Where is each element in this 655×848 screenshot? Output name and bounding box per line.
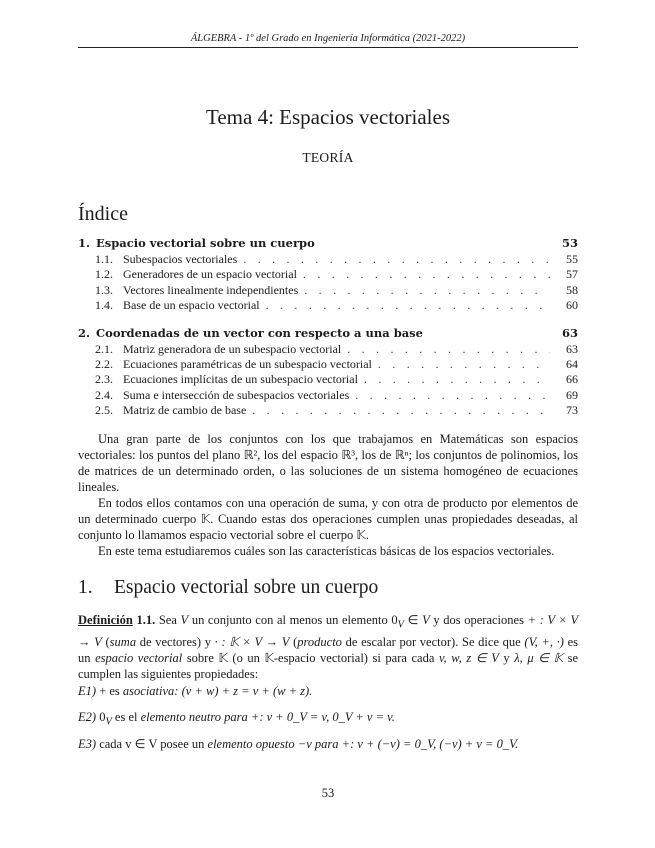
axiom-formula: para +: v + 0_V = v, 0_V + v = v. — [224, 710, 395, 724]
toc-entry[interactable] — [78, 267, 578, 282]
running-header: ÁLGEBRA - 1º del Grado en Ingeniería Informática (2021-2022) — [190, 33, 466, 44]
axiom-label: E2) — [78, 710, 97, 724]
toc-leader-dots — [303, 267, 550, 282]
toc-leader-dots — [355, 388, 550, 403]
axiom-text: 0 — [99, 710, 106, 724]
intro-paragraph: Una gran parte de los conjuntos con los que trabajamos en Matemáticas son espacios vectoriales: los puntos del plano ℝ², los del espacio ℝ³, los de ℝⁿ; los conjuntos de polinomios, los de matrices de un determinado orden, o las soluciones de un sistema homogéneo de ecuaciones lineales. — [78, 432, 578, 494]
definition-block: Definición 1.1. Sea V un conjunto con al menos un elemento $0_V$ ∈ V y dos operaciones + : V × V → V (suma de vectores) y · : 𝕂 × V → V (producto de escalar por vector). Se dice que (V, +, ·) es un espacio vectorial sobre 𝕂 (o un 𝕂-espacio vectorial) si para cada v, w, z ∈ V y λ, μ ∈ 𝕂 se cumplen las siguientes propiedades: — [78, 613, 579, 682]
toc-entry[interactable] — [78, 298, 578, 313]
emphasis: elemento opuesto — [207, 737, 295, 751]
header-rule — [78, 47, 578, 48]
emphasis: producto — [297, 634, 342, 649]
toc-entry[interactable] — [78, 403, 578, 418]
math-operation: + : V × V → V — [78, 613, 579, 649]
toc-leader-dots — [266, 298, 550, 313]
definition-text: Sea — [158, 613, 177, 627]
toc-entry-page: 53 — [561, 236, 578, 250]
toc-entry[interactable] — [78, 342, 578, 357]
toc-entry-title: Base de un espacio vectorial — [123, 298, 260, 313]
emphasis: asociativa — [122, 684, 175, 698]
page-number: 53 — [321, 786, 335, 800]
emphasis: espacio vectorial — [95, 650, 183, 665]
toc-entry-page: 69 — [566, 387, 578, 402]
toc-entry-title: Ecuaciones paramétricas de un subespacio vectorial — [123, 356, 372, 371]
toc-entry-number: 1.2. — [95, 267, 113, 282]
toc-leader-dots — [347, 342, 550, 357]
toc-section-1 — [78, 236, 578, 314]
definition-text: de vectores) y — [139, 634, 211, 649]
document-subtitle: TEORÍA — [302, 150, 354, 165]
axiom-item — [78, 710, 598, 736]
toc-entry-page: 64 — [566, 356, 578, 371]
toc-entry-number: 2.3. — [95, 372, 113, 387]
definition-text: un conjunto con al menos un elemento — [191, 613, 388, 627]
math-zero: 0 — [391, 613, 398, 627]
definition-label: Definición — [78, 613, 133, 627]
math-expression: v, w, z ∈ V — [438, 650, 499, 665]
axiom-item — [78, 736, 598, 762]
toc-entry[interactable] — [78, 357, 578, 372]
toc-entry-title: Suma e intersección de subespacios vectoriales — [123, 387, 350, 402]
definition-text: es un — [78, 634, 579, 665]
document-title: Tema 4: Espacios vectoriales — [205, 105, 451, 129]
toc-entry-page: 63 — [566, 341, 578, 356]
emphasis: suma — [109, 634, 137, 649]
toc-entry[interactable] — [78, 372, 578, 387]
toc-entry-title: Matriz de cambio de base — [123, 403, 247, 418]
intro-paragraph: En todos ellos contamos con una operación de suma, y con otra de producto por elementos de un determinado cuerpo 𝕂. Cuando estas dos operaciones cumplen unas propiedades deseadas, al conjunto lo llamamos espacio vectorial sobre el cuerpo 𝕂. — [78, 496, 578, 542]
definition-text: y — [503, 650, 510, 665]
toc-entry-number: 1. — [78, 236, 91, 250]
axiom-label: E3) — [78, 737, 97, 751]
toc-entry-number: 2. — [78, 325, 91, 340]
axiom-text: cada v ∈ V posee un — [99, 737, 205, 751]
math-subscript: V — [105, 716, 112, 728]
toc-entry-page: 63 — [561, 325, 578, 340]
intro-paragraph: En este tema estudiaremos cuáles son las características básicas de los espacios vectoriales. — [98, 544, 555, 558]
section-number: 1. — [78, 577, 93, 598]
toc-leader-dots — [378, 357, 550, 372]
definition-text: sobre 𝕂 (o un 𝕂-espacio vectorial) si para cada — [186, 650, 435, 665]
toc-entry[interactable] — [78, 252, 578, 267]
axiom-label: E1) — [78, 684, 97, 698]
toc-entry-title: Subespacios vectoriales — [123, 252, 238, 266]
definition-text: de escalar por vector). Se dice que — [345, 634, 521, 649]
math-operation: · : 𝕂 × V → V — [214, 634, 290, 649]
toc-heading: Índice — [78, 203, 128, 225]
toc-entry[interactable] — [78, 388, 578, 403]
section-title: Espacio vectorial sobre un cuerpo — [114, 577, 379, 598]
math-expression: (V, +, ·) — [524, 634, 564, 649]
toc-section-2 — [78, 326, 578, 419]
section-heading — [78, 577, 378, 599]
math-subscript: V — [397, 619, 404, 631]
axiom-list — [78, 684, 598, 762]
axiom-text: es el — [114, 710, 138, 724]
toc-entry-page: 66 — [566, 372, 578, 387]
toc-leader-dots — [252, 403, 550, 418]
toc-entry-number: 1.1. — [95, 252, 113, 266]
intro-text — [78, 431, 578, 559]
toc-entry-page: 73 — [566, 403, 578, 418]
toc-entry-page: 58 — [566, 282, 578, 297]
toc-entry[interactable] — [78, 283, 578, 298]
toc-leader-dots — [243, 252, 550, 267]
toc-entry-page: 55 — [566, 252, 578, 266]
toc-entry[interactable] — [78, 236, 578, 252]
toc-entry-number: 2.2. — [95, 356, 113, 371]
toc-entry-title: Vectores linealmente independientes — [123, 282, 299, 297]
table-of-contents — [78, 236, 578, 431]
toc-leader-dots — [304, 283, 550, 298]
toc-entry-number: 2.5. — [95, 403, 113, 418]
toc-leader-dots — [364, 372, 550, 387]
toc-entry-title: Generadores de un espacio vectorial — [123, 267, 297, 282]
axiom-formula: −v para +: v + (−v) = 0_V, (−v) + v = 0_V. — [297, 737, 519, 751]
toc-entry-number: 2.4. — [95, 387, 113, 402]
definition-number: 1.1. — [136, 613, 156, 627]
toc-entry-title: Ecuaciones implícitas de un subespacio vectorial — [123, 372, 358, 387]
toc-entry-page: 60 — [566, 298, 578, 313]
math-symbol: ∈ — [407, 613, 419, 627]
toc-entry-number: 1.3. — [95, 282, 113, 297]
axiom-formula: : (v + w) + z = v + (w + z). — [174, 684, 313, 698]
math-var: V — [422, 613, 430, 627]
emphasis: elemento neutro — [140, 710, 222, 724]
math-var: V — [180, 613, 189, 627]
toc-entry[interactable] — [78, 326, 578, 342]
toc-entry-page: 57 — [566, 267, 578, 282]
math-expression: λ, μ ∈ 𝕂 — [514, 650, 564, 665]
toc-entry-number: 2.1. — [95, 341, 113, 356]
axiom-text: + es — [99, 684, 120, 698]
definition-text: se cumplen las siguientes propiedades: — [78, 650, 579, 682]
toc-entry-title: Coordenadas de un vector con respecto a una base — [96, 325, 423, 340]
toc-entry-title: Matriz generadora de un subespacio vectorial — [123, 341, 342, 356]
definition-text: y dos operaciones — [433, 613, 524, 627]
axiom-item — [78, 684, 598, 710]
toc-entry-title: Espacio vectorial sobre un cuerpo — [96, 236, 315, 250]
toc-entry-number: 1.4. — [95, 298, 113, 313]
